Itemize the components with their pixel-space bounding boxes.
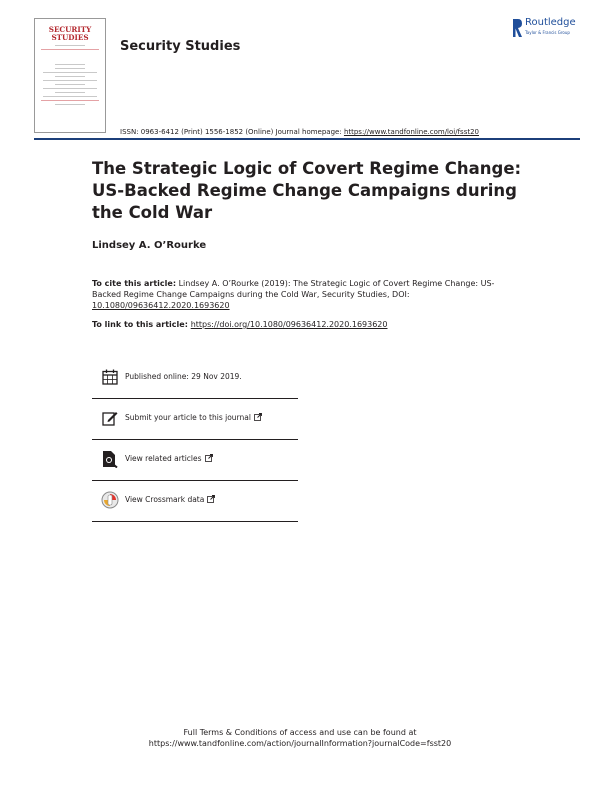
terms-footer-link[interactable]: https://www.tandfonline.com/action/journalInformation?journalCode=fsst20 (148, 739, 452, 748)
citation-text: Lindsey A. O’Rourke (2019): The Strategic Logic of Covert Regime Change: US-Backed Regime Change Campaigns during the Cold War, Security Studies, DOI: (92, 279, 495, 299)
edit-icon (98, 408, 122, 428)
published-date: Published online: 29 Nov 2019. (125, 372, 242, 381)
terms-footer (0, 727, 600, 749)
routledge-logo-icon (511, 17, 523, 39)
article-link-label: To link to this article: (92, 320, 191, 329)
journal-homepage-link[interactable]: https://www.tandfonline.com/loi/fsst20 (343, 128, 479, 136)
article-title: The Strategic Logic of Covert Regime Change: US-Backed Regime Change Campaigns during the Cold War (92, 159, 522, 222)
view-related-articles-button[interactable] (92, 442, 298, 475)
publisher-name: Routledge (525, 17, 576, 28)
crossmark-label: View Crossmark data (125, 495, 205, 504)
view-related-label: View related articles (125, 454, 202, 463)
article-author: Lindsey A. O’Rourke (92, 240, 207, 251)
journal-name: Security Studies (120, 39, 241, 54)
external-link-icon (205, 454, 213, 464)
external-link-icon (254, 413, 262, 423)
crossmark-icon (98, 490, 122, 510)
journal-cover-thumbnail (34, 18, 106, 133)
publisher-logo[interactable] (511, 17, 591, 41)
article-doi-link[interactable]: https://doi.org/10.1080/09636412.2020.1693620 (190, 320, 388, 329)
submit-article-button[interactable] (92, 401, 298, 434)
calendar-icon (98, 367, 122, 387)
published-online-row (92, 360, 298, 393)
cover-title: SECURITY STUDIES (48, 25, 92, 42)
article-link-block (92, 320, 388, 329)
publisher-group: Taylor & Francis Group (525, 30, 570, 35)
citation-block (92, 278, 502, 311)
external-link-icon (207, 495, 215, 505)
view-crossmark-button[interactable] (92, 483, 298, 516)
issn-line: ISSN: 0963-6412 (Print) 1556-1852 (Online) Journal homepage: https://www.tandfonline.com/loi/fsst20 (120, 128, 479, 136)
terms-footer-text: Full Terms & Conditions of access and use can be found at (183, 728, 417, 737)
citation-doi-link[interactable]: 10.1080/09636412.2020.1693620 (92, 301, 230, 310)
citation-label: To cite this article: (92, 279, 177, 288)
document-search-icon (98, 449, 122, 469)
submit-article-label: Submit your article to this journal (125, 413, 251, 422)
header-rule (34, 138, 580, 140)
